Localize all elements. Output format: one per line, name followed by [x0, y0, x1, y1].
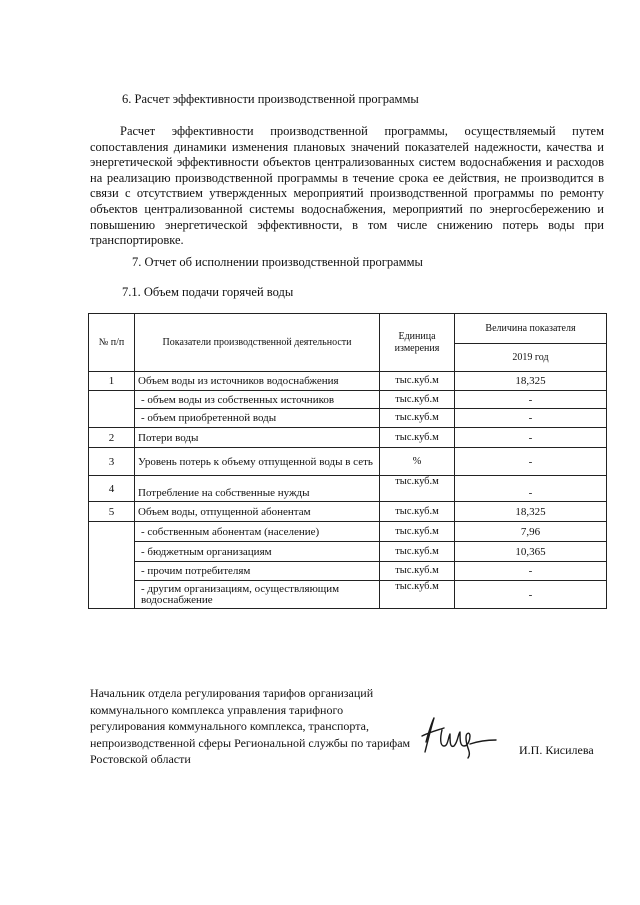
row-indicator: - объем приобретенной воды — [135, 409, 380, 428]
table-row — [89, 581, 607, 609]
table-row — [89, 562, 607, 581]
handwritten-signature — [418, 712, 498, 760]
table-row — [89, 476, 607, 502]
row-indicator: - другим организациям, осуществляющим водоснабжение — [135, 581, 380, 609]
row-indicator: - прочим потребителям — [135, 562, 380, 581]
row-indicator: - собственным абонентам (население) — [135, 522, 380, 542]
row-unit: тыс.куб.м — [380, 409, 455, 428]
row-value: - — [455, 476, 607, 502]
header-value-group: Величина показателя — [455, 314, 607, 344]
row-value: - — [455, 581, 607, 609]
row-num: 3 — [89, 448, 135, 476]
hot-water-supply-table — [88, 313, 607, 609]
header-year: 2019 год — [455, 344, 607, 372]
table-row — [89, 522, 607, 542]
table-row — [89, 428, 607, 448]
row-unit: тыс.куб.м — [380, 522, 455, 542]
row-unit: тыс.куб.м — [380, 476, 455, 502]
row-indicator: Потери воды — [135, 428, 380, 448]
row-indicator: - объем воды из собственных источников — [135, 391, 380, 409]
section-6-heading: 6. Расчет эффективности производственной программы — [122, 92, 419, 106]
row-unit: тыс.куб.м — [380, 581, 455, 609]
row-unit: тыс.куб.м — [380, 502, 455, 522]
row-unit: тыс.куб.м — [380, 428, 455, 448]
header-indicator: Показатели производственной деятельности — [135, 314, 380, 372]
row-unit: тыс.куб.м — [380, 542, 455, 562]
row-value: 10,365 — [455, 542, 607, 562]
header-num: № п/п — [89, 314, 135, 372]
row-value: 18,325 — [455, 502, 607, 522]
row-value: - — [455, 391, 607, 409]
row-unit: тыс.куб.м — [380, 372, 455, 391]
row-value: - — [455, 562, 607, 581]
row-num: 4 — [89, 476, 135, 502]
row-indicator: Объем воды, отпущенной абонентам — [135, 502, 380, 522]
section-6-paragraph: Расчет эффективности производственной программы, осуществляемый путем сопоставления динамики изменения плановых значений показателей надежности, качества и энергетической эффективности объектов централизованных систем водоснабжения и расходов на реализацию производственной программы в течение срока ее действия, не производится в связи с отсутствием утвержденных мероприятий производственной программы по ремонту объектов централизованной системы водоснабжения, мероприятий по энергосбережению и повышению энергетической эффективности, в том числе снижению потерь воды при транспортировке. — [90, 124, 604, 248]
row-value: 18,325 — [455, 372, 607, 391]
table-row — [89, 372, 607, 391]
row-num: 5 — [89, 502, 135, 522]
signatory-position: Начальник отдела регулирования тарифов организаций коммунального комплекса управления тарифного регулирования коммунального комплекса, транспорта, непроизводственной сферы Региональной службы по тарифам Ростовской области — [90, 686, 411, 766]
row-indicator: Потребление на собственные нужды — [135, 476, 380, 502]
table-row — [89, 542, 607, 562]
table-row — [89, 391, 607, 409]
row-value: - — [455, 428, 607, 448]
row-num — [89, 391, 135, 428]
row-num: 2 — [89, 428, 135, 448]
row-num: 1 — [89, 372, 135, 391]
row-unit: % — [380, 448, 455, 476]
signer-name: И.П. Кисилева — [519, 743, 594, 757]
header-unit: Единица измерения — [380, 314, 455, 372]
row-value: - — [455, 409, 607, 428]
section-7-heading: 7. Отчет об исполнении производственной программы — [132, 255, 423, 269]
row-num — [89, 522, 135, 609]
row-value: - — [455, 448, 607, 476]
row-indicator: Уровень потерь к объему отпущенной воды в сеть — [135, 448, 380, 476]
table-row — [89, 448, 607, 476]
section-7-1-heading: 7.1. Объем подачи горячей воды — [122, 285, 294, 299]
row-unit: тыс.куб.м — [380, 391, 455, 409]
table-row — [89, 502, 607, 522]
row-indicator: Объем воды из источников водоснабжения — [135, 372, 380, 391]
row-indicator: - бюджетным организациям — [135, 542, 380, 562]
row-value: 7,96 — [455, 522, 607, 542]
row-unit: тыс.куб.м — [380, 562, 455, 581]
table-row — [89, 409, 607, 428]
